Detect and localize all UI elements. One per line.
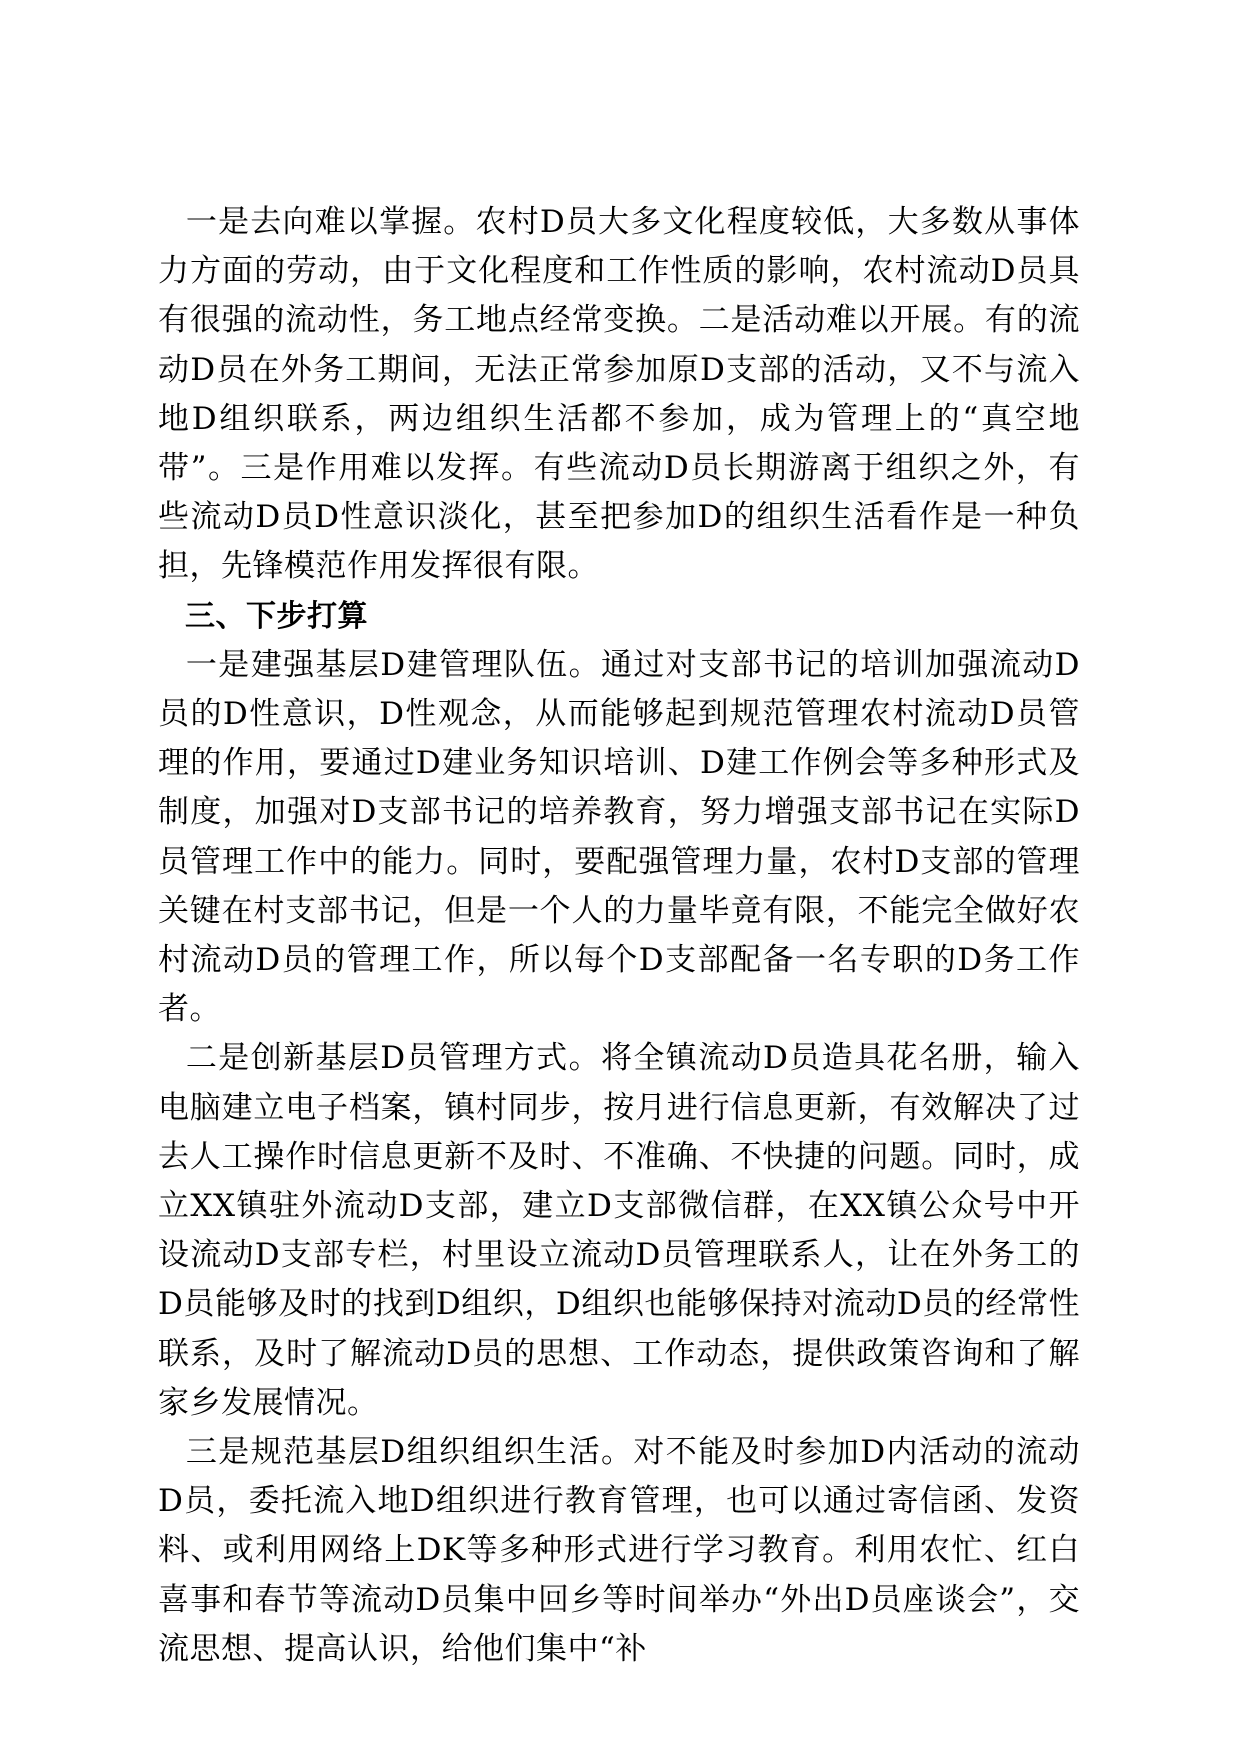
paragraph-difficulties: 一是去向难以掌握。农村D员大多文化程度较低，大多数从事体力方面的劳动，由于文化程度和工作性质的影响，农村流动D员具有很强的流动性，务工地点经常变换。二是活动难以开展。有的流动D员在外务工期间，无法正常参加原D支部的活动，又不与流入地D组织联系，两边组织生活都不参加，成为管理上的“真空地带”。三是作用难以发挥。有些流动D员长期游离于组织之外，有些流动D员D性意识淡化，甚至把参加D的组织生活看作是一种负担，先锋模范作用发挥很有限。: [158, 204, 1080, 585]
document-page: [158, 198, 1080, 1674]
paragraph-strengthen-team: 一是建强基层D建管理队伍。通过对支部书记的培训加强流动D员的D性意识，D性观念，从而能够起到规范管理农村流动D员管理的作用，要通过D建业务知识培训、D建工作例会等多种形式及制度，加强对D支部书记的培养教育，努力增强支部书记在实际D员管理工作中的能力。同时，要配强管理力量，农村D支部的管理关键在村支部书记，但是一个人的力量毕竟有限，不能完全做好农村流动D员的管理工作，所以每个D支部配备一名专职的D务工作者。: [158, 646, 1080, 1028]
paragraph-innovate-management: 二是创新基层D员管理方式。将全镇流动D员造具花名册，输入电脑建立电子档案，镇村同步，按月进行信息更新，有效解决了过去人工操作时信息更新不及时、不准确、不快捷的问题。同时，成立XX镇驻外流动D支部，建立D支部微信群，在XX镇公众号中开设流动D支部专栏，村里设立流动D员管理联系人，让在外务工的D员能够及时的找到D组织，D组织也能够保持对流动D员的经常性联系，及时了解流动D员的思想、工作动态，提供政策咨询和了解家乡发展情况。: [158, 1040, 1080, 1421]
section-heading-next-steps: 三、下步打算: [185, 598, 368, 634]
paragraph-standardize-activities: 三是规范基层D组织组织生活。对不能及时参加D内活动的流动D员，委托流入地D组织进行教育管理，也可以通过寄信函、发资料、或利用网络上DK等多种形式进行学习教育。利用农忙、红白喜事和春节等流动D员集中回乡等时间举办“外出D员座谈会”，交流思想、提高认识，给他们集中“补: [158, 1434, 1080, 1667]
